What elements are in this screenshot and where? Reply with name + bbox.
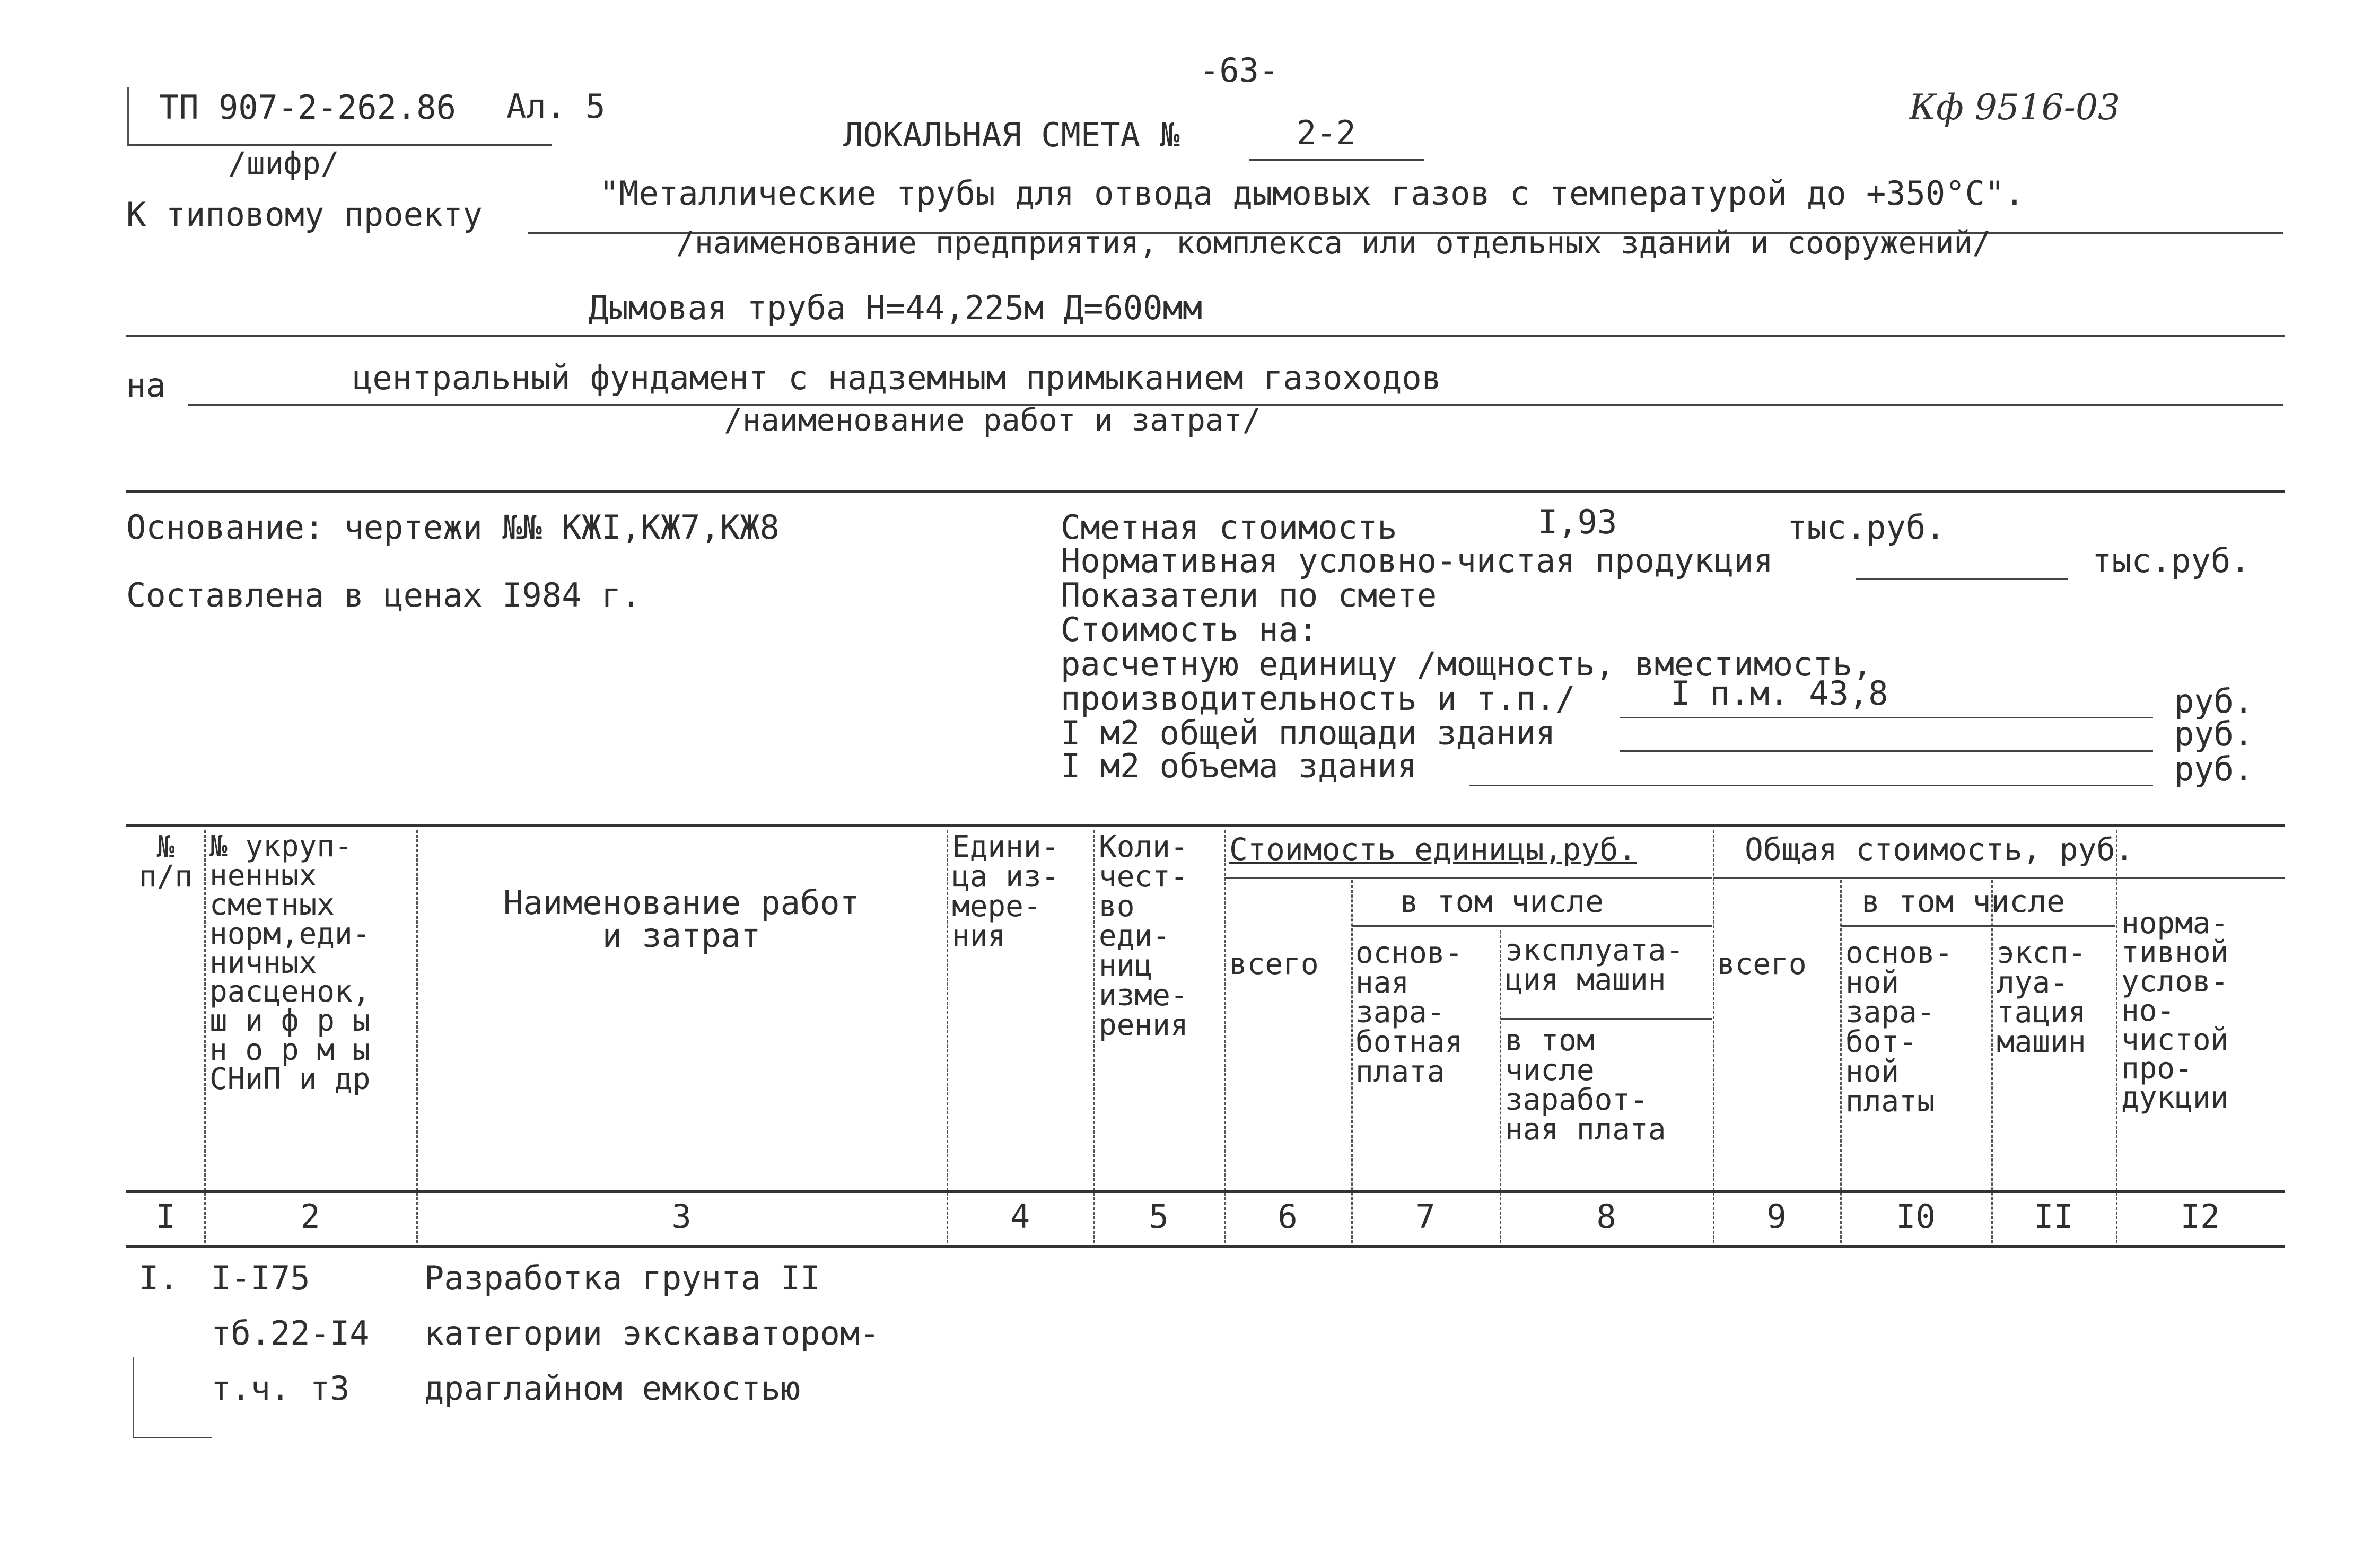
- row-desc-line: драглайном емкостью: [424, 1369, 801, 1408]
- area-label: I м2 общей площади здания: [1061, 714, 1556, 752]
- unit-cost-group: Стоимость единицы,руб.: [1229, 831, 1637, 867]
- album-number: Ал. 5: [506, 87, 606, 126]
- col-sep: [1224, 830, 1226, 1243]
- col-header-unit: Едини- ца из- мере- ния: [952, 830, 1060, 953]
- col-header-name: Наименование работ и затрат: [503, 883, 860, 955]
- building-underline: [126, 335, 2285, 337]
- row-desc-line: Разработка грунта II: [424, 1259, 820, 1297]
- unit-cost-group-line: [1225, 877, 1712, 879]
- basis-text: Основание: чертежи №№ КЖI,КЖ7,КЖ8: [126, 508, 780, 547]
- col-number: I0: [1896, 1197, 1936, 1236]
- cost-unit: тыс.руб.: [1787, 508, 1946, 547]
- project-code: ТП 907-2-262.86: [159, 88, 456, 127]
- area-value-line: [1620, 750, 2153, 752]
- scan-mark: [133, 1357, 134, 1437]
- total-incl-group: в том числе: [1861, 883, 2066, 919]
- col-header-total-wages: основ- ной зара- бот- ной платы: [1845, 936, 1953, 1119]
- cost-value: I,93: [1538, 503, 1617, 541]
- cost-label: Сметная стоимость: [1061, 508, 1397, 547]
- page-number: -63-: [1200, 51, 1279, 90]
- col-number: 4: [1010, 1197, 1030, 1236]
- volume-label: I м2 объема здания: [1061, 747, 1417, 785]
- volume-value-line: [1469, 785, 2153, 786]
- col-header-net-product: норма- тивной услов- но- чистой про- дукции: [2121, 906, 2229, 1116]
- unit-incl-group: в том числе: [1400, 883, 1604, 919]
- estimate-number: 2-2: [1297, 113, 1356, 152]
- col-sep: [2116, 830, 2118, 1243]
- col-number: 8: [1596, 1197, 1616, 1236]
- col-number: 6: [1278, 1197, 1298, 1236]
- total-cost-group-line: [1714, 877, 2285, 879]
- code-underline: [127, 144, 552, 146]
- col-number: II: [2034, 1197, 2073, 1236]
- col-header-total: всего: [1717, 947, 1807, 981]
- machines-split-line: [1501, 1018, 1712, 1020]
- volume-rub: руб.: [2174, 750, 2254, 788]
- unit-rub: руб.: [2174, 682, 2254, 721]
- col-sep: [1991, 880, 1993, 1243]
- col-sep: [204, 830, 206, 1243]
- numbering-row-top: [126, 1190, 2285, 1193]
- prices-text: Составлена в ценах I984 г.: [126, 576, 641, 615]
- row-number: I.: [139, 1259, 179, 1297]
- col-number: I2: [2180, 1197, 2220, 1236]
- work-prefix: на: [126, 366, 166, 405]
- cost-on-label: Стоимость на:: [1061, 610, 1318, 649]
- col-header-unit-machines: эксплуата- ция машин: [1505, 933, 1684, 997]
- col-header-total-machines: эксп- луа- тация машин: [1997, 936, 2086, 1059]
- row-code-line: тб.22-I4: [211, 1314, 370, 1353]
- indicators-label: Показатели по смете: [1061, 576, 1437, 615]
- product-value-line: [1856, 578, 2068, 580]
- col-header-unit-machine-wages: в том числе заработ- ная плата: [1505, 1023, 1666, 1147]
- project-caption: /наименование предприятия, комплекса или отдельных зданий и сооружений/: [676, 225, 1991, 261]
- project-label: К типовому проекту: [126, 195, 483, 234]
- cipher-caption: /шифр/: [228, 145, 339, 181]
- unit-value: I п.м. 43,8: [1670, 674, 1888, 713]
- table-top-border: [126, 824, 2285, 827]
- estimate-title: ЛОКАЛЬНАЯ СМЕТА №: [843, 116, 1180, 154]
- code-bracket: [127, 87, 129, 145]
- col-header-unit-total: всего: [1229, 947, 1319, 981]
- col-number: 5: [1149, 1197, 1169, 1236]
- col-sep: [947, 830, 948, 1243]
- work-caption: /наименование работ и затрат/: [724, 402, 1261, 438]
- estimate-number-underline: [1249, 159, 1424, 161]
- col-sep: [1351, 880, 1353, 1243]
- product-label: Нормативная условно-чистая продукция: [1061, 541, 1773, 580]
- col-header-norm-code: № укруп- ненных сметных норм,еди- ничных расценок, ш и ф р ы н о р м ы СНиП и др: [209, 829, 371, 1096]
- numbering-row-bottom: [126, 1245, 2285, 1248]
- unit-incl-line: [1352, 925, 1712, 927]
- col-sep: [1713, 830, 1714, 1243]
- row-code-line: т.ч. т3: [211, 1369, 350, 1408]
- product-unit: тыс.руб.: [2092, 541, 2251, 580]
- col-header-quantity: Коли- чест- во еди- ниц изме- рения: [1099, 830, 1188, 1042]
- unit-value-line: [1620, 717, 2153, 718]
- col-header-unit-wages: основ- ная зара- ботная плата: [1355, 936, 1463, 1089]
- col-number: 3: [671, 1197, 692, 1236]
- scan-mark: [133, 1437, 212, 1438]
- col-number: I: [155, 1197, 176, 1236]
- total-cost-group: Общая стоимость, руб.: [1745, 831, 2134, 867]
- col-number: 9: [1766, 1197, 1787, 1236]
- col-sep: [1840, 880, 1842, 1243]
- col-number: 7: [1415, 1197, 1436, 1236]
- project-name: "Металлические трубы для отвода дымовых газов с температурой до +350°С".: [599, 174, 2025, 213]
- unit-line-1: расчетную единицу /мощность, вместимость,: [1061, 645, 1872, 683]
- unit-line-2: производительность и т.п./: [1061, 679, 1576, 718]
- total-incl-line: [1841, 925, 2115, 927]
- row-code-line: I-I75: [211, 1259, 310, 1297]
- col-header-number: № п/п: [138, 830, 193, 894]
- header-separator: [126, 490, 2285, 493]
- area-rub: руб.: [2174, 715, 2254, 753]
- building-name: Дымовая труба Н=44,225м Д=600мм: [589, 288, 1203, 327]
- row-desc-line: категории экскаватором-: [424, 1314, 880, 1353]
- col-sep: [1500, 930, 1501, 1243]
- col-number: 2: [300, 1197, 320, 1236]
- document-mark: Кф 9516-03: [1909, 87, 2120, 128]
- work-name: центральный фундамент с надземным примыканием газоходов: [353, 358, 1441, 397]
- col-sep: [1093, 830, 1095, 1243]
